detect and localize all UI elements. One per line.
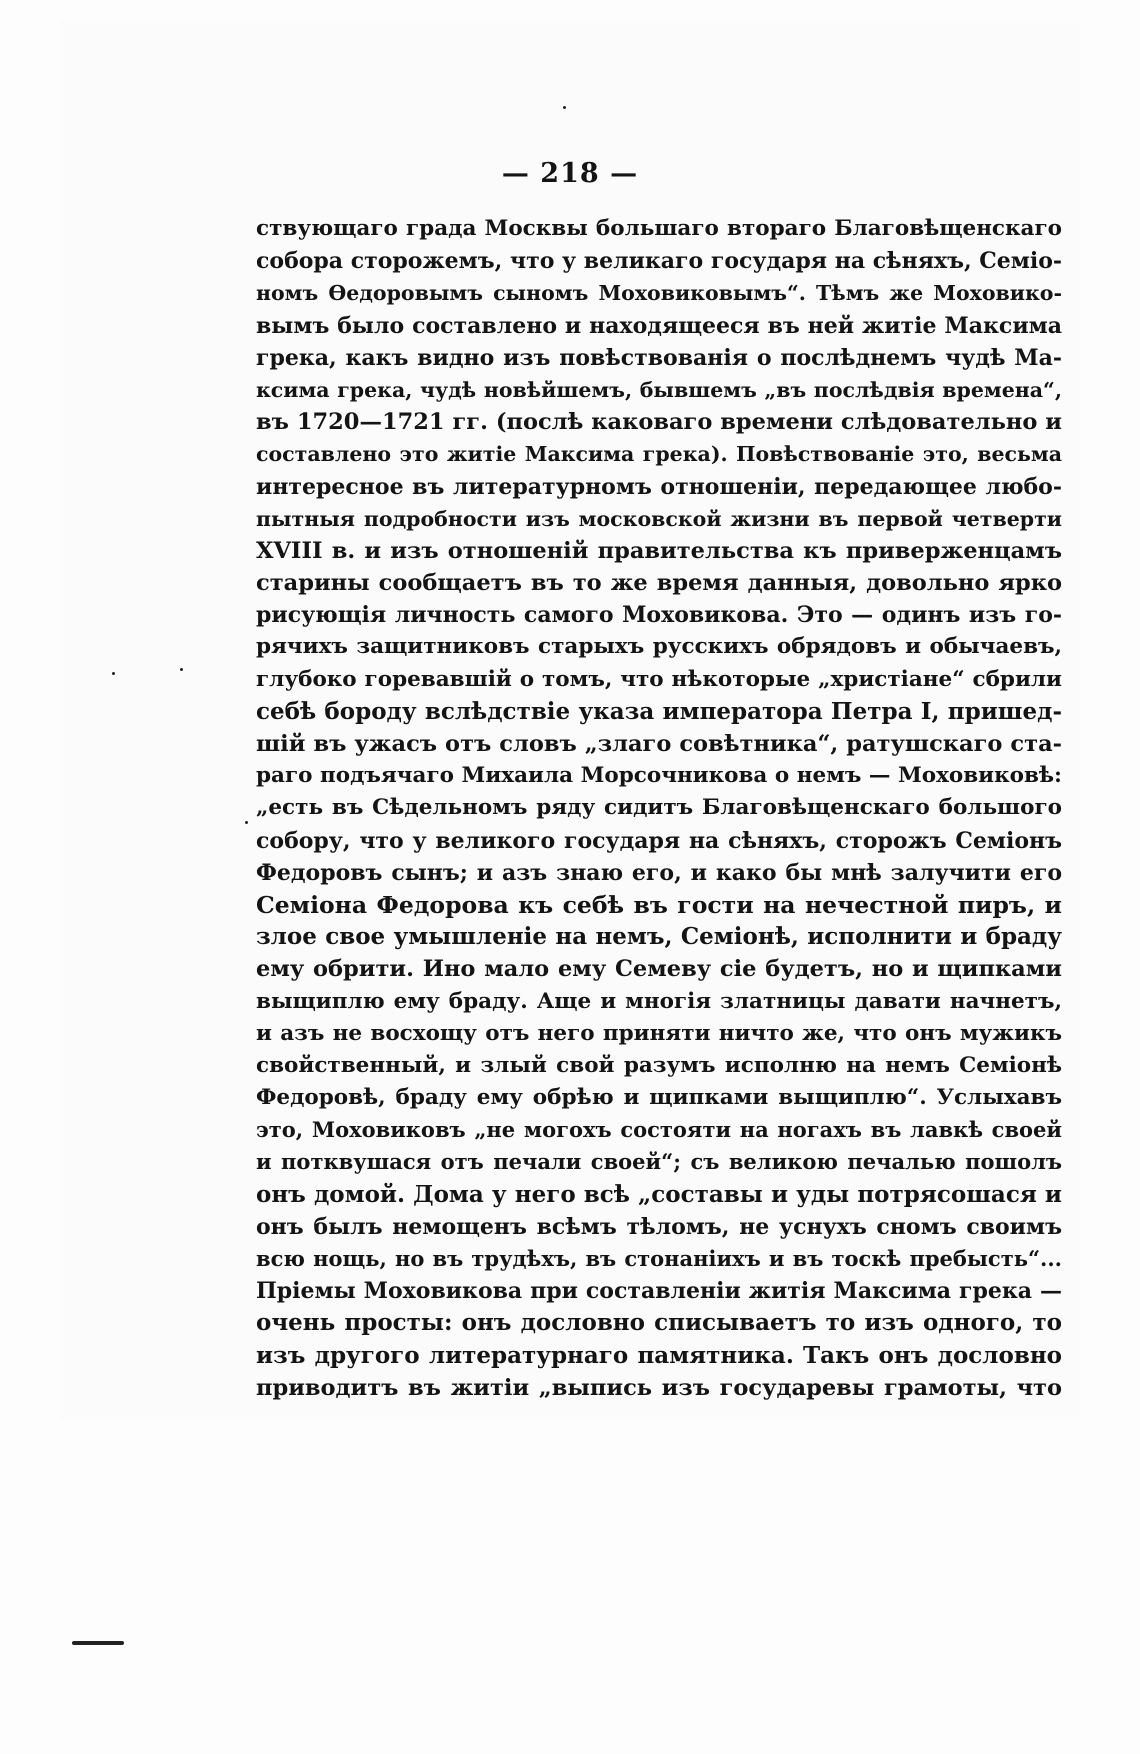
text-line: злое свое умышленіе на немъ, Семіонѣ, исполнити и браду xyxy=(256,923,1062,951)
text-line: приводитъ въ житіи „выпись изъ государевы грамоты, что xyxy=(256,1374,1062,1401)
ink-speck xyxy=(112,672,115,675)
text-line: очень просты: онъ дословно списываетъ то изъ одного, то xyxy=(256,1309,1062,1337)
ink-speck xyxy=(245,821,248,824)
text-line: Федоровѣ, браду ему обрѣю и щипками выщиплю“. Услыхавъ xyxy=(256,1085,1062,1111)
text-line: ствующаго града Москвы большаго втораго Благовѣщенскаго xyxy=(256,216,1062,241)
text-line: рисующія личность самого Моховикова. Это — одинъ изъ го- xyxy=(256,602,1062,629)
text-line: номъ Өедоровымъ сыномъ Моховиковымъ“. Тѣмъ же Моховико- xyxy=(256,281,1062,306)
text-line: пытныя подробности изъ московской жизни въ первой четверти xyxy=(256,506,1062,531)
text-line: Пріемы Моховикова при составленіи житія Максима грека — xyxy=(256,1278,1062,1305)
text-line: изъ другого литературнаго памятника. Такъ онъ дословно xyxy=(256,1341,1062,1369)
text-line: шій въ ужасъ отъ словъ „злаго совѣтника“, ратушскаго ста- xyxy=(256,731,1062,757)
text-line: „есть въ Сѣдельномъ ряду сидитъ Благовѣщенскаго большого xyxy=(256,795,1062,821)
text-line: собору, что у великого государя на сѣняхъ, сторожъ Семіонъ xyxy=(256,827,1062,854)
text-line: составлено это житіе Максима грека). Повѣствованіе это, весьма xyxy=(256,442,1062,467)
text-line: XVIII в. и изъ отношеній правительства къ приверженцамъ xyxy=(256,537,1062,564)
text-line: ему обрити. Ино мало ему Семеву сіе будетъ, но и щипками xyxy=(256,956,1062,983)
margin-ink-mark xyxy=(72,1641,124,1645)
text-line: онъ домой. Дома у него всѣ „составы и уды потрясошася и xyxy=(256,1180,1062,1208)
text-line: ксима грека, чудѣ новѣйшемъ, бывшемъ „въ послѣдвія времена“, xyxy=(256,377,1062,402)
text-line: онъ былъ немощенъ всѣмъ тѣломъ, не уснухъ сномъ своимъ xyxy=(256,1213,1062,1240)
text-line: Федоровъ сынъ; и азъ знаю его, и како бы мнѣ залучити его xyxy=(256,859,1062,886)
text-line: рячихъ защитниковъ старыхъ русскихъ обрядовъ и обычаевъ, xyxy=(256,634,1062,660)
text-line: глубоко горевавшій о томъ, что нѣкоторые „христіане“ сбрили xyxy=(256,666,1062,692)
text-line: это, Моховиковъ „не могохъ состояти на ногахъ въ лавкѣ своей xyxy=(256,1117,1062,1143)
text-line: всю нощь, но въ трудѣхъ, въ стонаніихъ и въ тоскѣ пребысть“... xyxy=(256,1246,1062,1271)
text-line: раго подъячаго Михаила Морсочникова о немъ — Моховиковѣ: xyxy=(256,763,1062,789)
text-line: интересное въ литературномъ отношеніи, передающее любо- xyxy=(256,473,1062,500)
text-line: выщиплю ему браду. Аще и многія златницы давати начнетъ, xyxy=(256,988,1062,1014)
text-line: въ 1720—1721 гг. (послѣ каковаго времени слѣдовательно и xyxy=(256,409,1062,436)
text-line: свойственный, и злый свой разумъ исполню на немъ Семіонѣ xyxy=(256,1052,1062,1078)
text-line: себѣ бороду вслѣдствіе указа императора Петра I, пришед- xyxy=(256,697,1062,725)
text-line: грека, какъ видно изъ повѣствованія о послѣднемъ чудѣ Ма- xyxy=(256,344,1062,371)
text-line: собора сторожемъ, что у великаго государя на сѣняхъ, Семіо- xyxy=(256,248,1063,275)
ink-speck xyxy=(563,106,566,109)
text-line: старины сообщаетъ въ то же время данныя, довольно ярко xyxy=(256,570,1062,597)
text-line: вымъ было составлено и находящееся въ ней житіе Максима xyxy=(256,312,1062,339)
body-text xyxy=(256,213,1062,1404)
text-line: и азъ не восхощу отъ него приняти ничто же, что онъ мужикъ xyxy=(256,1020,1062,1046)
ink-speck xyxy=(180,668,183,671)
page-number: — 218 — xyxy=(501,158,639,189)
text-line: Семіона Федорова къ себѣ въ гости на нечестной пиръ, и xyxy=(256,890,1062,919)
text-line: и потквушася отъ печали своей“; съ великою печалью пошолъ xyxy=(256,1149,1062,1175)
